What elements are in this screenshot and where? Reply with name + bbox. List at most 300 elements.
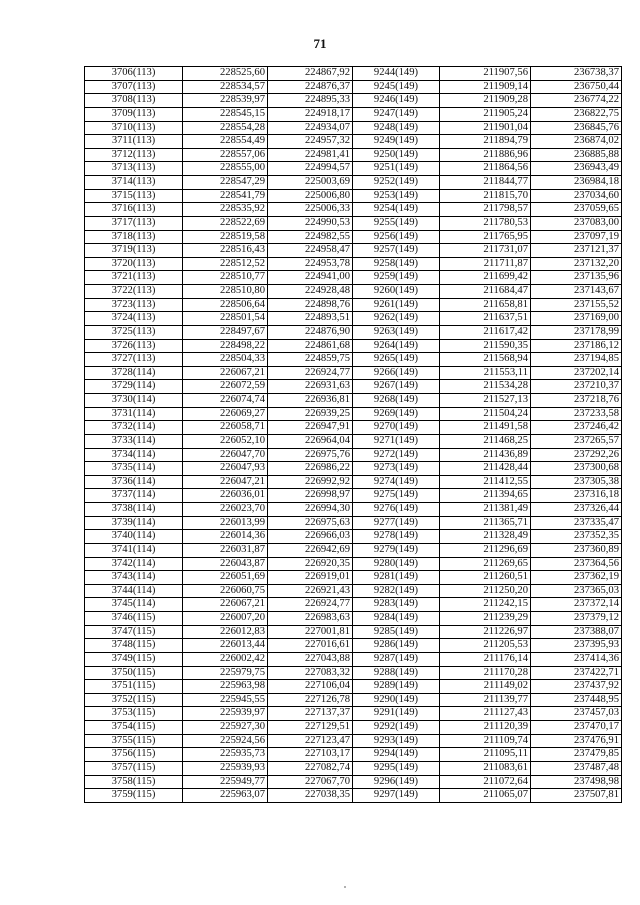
table-row [85, 516, 622, 530]
y-right-cell: 236874,02 [531, 135, 622, 149]
y-left-cell: 226964,04 [268, 434, 353, 448]
x-right-cell: 211894,79 [440, 135, 531, 149]
point-id-left-cell: 3718(113) [85, 230, 183, 244]
y-left-cell: 227082,74 [268, 761, 353, 775]
y-right-cell: 237292,26 [531, 448, 622, 462]
point-id-right-cell: 9260(149) [353, 285, 440, 299]
point-id-right-cell: 9264(149) [353, 339, 440, 353]
y-right-cell: 237210,37 [531, 380, 622, 394]
y-right-cell: 237121,37 [531, 244, 622, 258]
point-id-left-cell: 3731(114) [85, 407, 183, 421]
point-id-right-cell: 9269(149) [353, 407, 440, 421]
point-id-right-cell: 9278(149) [353, 530, 440, 544]
table-row [85, 434, 622, 448]
x-right-cell: 211534,28 [440, 380, 531, 394]
table-row [85, 789, 622, 803]
point-id-left-cell: 3739(114) [85, 516, 183, 530]
point-id-right-cell: 9286(149) [353, 639, 440, 653]
point-id-right-cell: 9279(149) [353, 543, 440, 557]
x-right-cell: 211909,28 [440, 94, 531, 108]
y-right-cell: 236738,37 [531, 67, 622, 81]
point-id-right-cell: 9275(149) [353, 489, 440, 503]
x-left-cell: 228539,97 [183, 94, 268, 108]
y-left-cell: 224918,17 [268, 107, 353, 121]
point-id-right-cell: 9267(149) [353, 380, 440, 394]
point-id-right-cell: 9271(149) [353, 434, 440, 448]
point-id-left-cell: 3753(115) [85, 707, 183, 721]
table-row [85, 162, 622, 176]
x-left-cell: 228525,60 [183, 67, 268, 81]
x-right-cell: 211120,39 [440, 721, 531, 735]
x-right-cell: 211170,28 [440, 666, 531, 680]
point-id-left-cell: 3717(113) [85, 216, 183, 230]
point-id-left-cell: 3714(113) [85, 176, 183, 190]
y-left-cell: 224928,48 [268, 285, 353, 299]
y-left-cell: 226920,35 [268, 557, 353, 571]
point-id-left-cell: 3746(115) [85, 612, 183, 626]
point-id-right-cell: 9295(149) [353, 761, 440, 775]
y-left-cell: 226942,69 [268, 543, 353, 557]
x-left-cell: 228554,28 [183, 121, 268, 135]
point-id-left-cell: 3721(113) [85, 271, 183, 285]
x-right-cell: 211711,87 [440, 257, 531, 271]
x-right-cell: 211731,07 [440, 244, 531, 258]
table-row [85, 557, 622, 571]
point-id-left-cell: 3707(113) [85, 80, 183, 94]
point-id-right-cell: 9257(149) [353, 244, 440, 258]
y-left-cell: 226975,76 [268, 448, 353, 462]
point-id-left-cell: 3709(113) [85, 107, 183, 121]
x-right-cell: 211149,02 [440, 680, 531, 694]
x-left-cell: 228541,79 [183, 189, 268, 203]
y-left-cell: 225003,69 [268, 176, 353, 190]
y-left-cell: 226921,43 [268, 584, 353, 598]
x-right-cell: 211176,14 [440, 652, 531, 666]
x-left-cell: 225935,73 [183, 748, 268, 762]
table-row [85, 775, 622, 789]
point-id-left-cell: 3733(114) [85, 434, 183, 448]
x-left-cell: 226012,83 [183, 625, 268, 639]
point-id-right-cell: 9276(149) [353, 503, 440, 517]
x-left-cell: 228501,54 [183, 312, 268, 326]
point-id-right-cell: 9290(149) [353, 693, 440, 707]
x-right-cell: 211815,70 [440, 189, 531, 203]
table-row [85, 94, 622, 108]
point-id-right-cell: 9285(149) [353, 625, 440, 639]
x-right-cell: 211590,35 [440, 339, 531, 353]
y-left-cell: 224953,78 [268, 257, 353, 271]
point-id-left-cell: 3727(113) [85, 353, 183, 367]
y-right-cell: 237135,96 [531, 271, 622, 285]
y-left-cell: 224990,53 [268, 216, 353, 230]
table-row [85, 639, 622, 653]
point-id-left-cell: 3742(114) [85, 557, 183, 571]
table-row [85, 380, 622, 394]
y-left-cell: 226975,63 [268, 516, 353, 530]
y-right-cell: 236885,88 [531, 148, 622, 162]
point-id-left-cell: 3740(114) [85, 530, 183, 544]
x-left-cell: 226074,74 [183, 394, 268, 408]
x-left-cell: 225939,93 [183, 761, 268, 775]
table-row [85, 121, 622, 135]
point-id-left-cell: 3732(114) [85, 421, 183, 435]
point-id-right-cell: 9287(149) [353, 652, 440, 666]
table-row [85, 475, 622, 489]
coordinates-table-body [85, 67, 622, 803]
x-left-cell: 226060,75 [183, 584, 268, 598]
y-right-cell: 237218,76 [531, 394, 622, 408]
y-left-cell: 224859,75 [268, 353, 353, 367]
table-row [85, 652, 622, 666]
point-id-left-cell: 3737(114) [85, 489, 183, 503]
y-right-cell: 237178,99 [531, 325, 622, 339]
x-right-cell: 211909,14 [440, 80, 531, 94]
x-left-cell: 228554,49 [183, 135, 268, 149]
x-right-cell: 211699,42 [440, 271, 531, 285]
point-id-left-cell: 3710(113) [85, 121, 183, 135]
x-left-cell: 226047,93 [183, 462, 268, 476]
y-left-cell: 226983,63 [268, 612, 353, 626]
point-id-left-cell: 3715(113) [85, 189, 183, 203]
y-left-cell: 226924,77 [268, 598, 353, 612]
point-id-right-cell: 9266(149) [353, 366, 440, 380]
table-row [85, 543, 622, 557]
x-left-cell: 226047,70 [183, 448, 268, 462]
x-right-cell: 211553,11 [440, 366, 531, 380]
point-id-left-cell: 3743(114) [85, 571, 183, 585]
y-left-cell: 224861,68 [268, 339, 353, 353]
point-id-right-cell: 9280(149) [353, 557, 440, 571]
x-right-cell: 211296,69 [440, 543, 531, 557]
point-id-left-cell: 3752(115) [85, 693, 183, 707]
x-right-cell: 211491,58 [440, 421, 531, 435]
y-left-cell: 226924,77 [268, 366, 353, 380]
point-id-right-cell: 9291(149) [353, 707, 440, 721]
x-left-cell: 226051,69 [183, 571, 268, 585]
point-id-left-cell: 3730(114) [85, 394, 183, 408]
y-right-cell: 237479,85 [531, 748, 622, 762]
y-left-cell: 224981,41 [268, 148, 353, 162]
point-id-left-cell: 3722(113) [85, 285, 183, 299]
x-right-cell: 211242,15 [440, 598, 531, 612]
point-id-right-cell: 9284(149) [353, 612, 440, 626]
table-row [85, 244, 622, 258]
point-id-left-cell: 3719(113) [85, 244, 183, 258]
point-id-right-cell: 9247(149) [353, 107, 440, 121]
point-id-right-cell: 9283(149) [353, 598, 440, 612]
point-id-left-cell: 3724(113) [85, 312, 183, 326]
x-right-cell: 211250,20 [440, 584, 531, 598]
x-right-cell: 211226,97 [440, 625, 531, 639]
x-left-cell: 226067,21 [183, 366, 268, 380]
y-right-cell: 237362,19 [531, 571, 622, 585]
x-left-cell: 228535,92 [183, 203, 268, 217]
point-id-right-cell: 9268(149) [353, 394, 440, 408]
point-id-left-cell: 3736(114) [85, 475, 183, 489]
point-id-right-cell: 9250(149) [353, 148, 440, 162]
x-right-cell: 211127,43 [440, 707, 531, 721]
y-left-cell: 227123,47 [268, 734, 353, 748]
table-row [85, 216, 622, 230]
y-right-cell: 237059,65 [531, 203, 622, 217]
point-id-left-cell: 3712(113) [85, 148, 183, 162]
point-id-left-cell: 3713(113) [85, 162, 183, 176]
x-left-cell: 228516,43 [183, 244, 268, 258]
table-row [85, 489, 622, 503]
y-right-cell: 237507,81 [531, 789, 622, 803]
table-row [85, 707, 622, 721]
y-right-cell: 237143,67 [531, 285, 622, 299]
x-right-cell: 211436,89 [440, 448, 531, 462]
x-left-cell: 225963,98 [183, 680, 268, 694]
y-left-cell: 224898,76 [268, 298, 353, 312]
table-row [85, 598, 622, 612]
table-row [85, 325, 622, 339]
x-left-cell: 225949,77 [183, 775, 268, 789]
x-left-cell: 228534,57 [183, 80, 268, 94]
x-right-cell: 211412,55 [440, 475, 531, 489]
y-right-cell: 237300,68 [531, 462, 622, 476]
y-left-cell: 227038,35 [268, 789, 353, 803]
y-right-cell: 237097,19 [531, 230, 622, 244]
point-id-right-cell: 9255(149) [353, 216, 440, 230]
x-left-cell: 226031,87 [183, 543, 268, 557]
x-right-cell: 211684,47 [440, 285, 531, 299]
x-left-cell: 225939,97 [183, 707, 268, 721]
x-left-cell: 226058,71 [183, 421, 268, 435]
point-id-left-cell: 3729(114) [85, 380, 183, 394]
x-right-cell: 211907,56 [440, 67, 531, 81]
y-right-cell: 237487,48 [531, 761, 622, 775]
y-right-cell: 237498,98 [531, 775, 622, 789]
y-left-cell: 226919,01 [268, 571, 353, 585]
x-left-cell: 228519,58 [183, 230, 268, 244]
table-row [85, 734, 622, 748]
y-right-cell: 237395,93 [531, 639, 622, 653]
y-right-cell: 236845,76 [531, 121, 622, 135]
y-left-cell: 227106,04 [268, 680, 353, 694]
point-id-left-cell: 3755(115) [85, 734, 183, 748]
x-left-cell: 228545,15 [183, 107, 268, 121]
point-id-left-cell: 3716(113) [85, 203, 183, 217]
table-row [85, 503, 622, 517]
y-right-cell: 237360,89 [531, 543, 622, 557]
y-left-cell: 226947,91 [268, 421, 353, 435]
point-id-right-cell: 9272(149) [353, 448, 440, 462]
point-id-right-cell: 9296(149) [353, 775, 440, 789]
x-left-cell: 226072,59 [183, 380, 268, 394]
x-right-cell: 211205,53 [440, 639, 531, 653]
x-right-cell: 211864,56 [440, 162, 531, 176]
table-row [85, 189, 622, 203]
x-right-cell: 211328,49 [440, 530, 531, 544]
x-left-cell: 228557,06 [183, 148, 268, 162]
y-left-cell: 224934,07 [268, 121, 353, 135]
x-left-cell: 228498,22 [183, 339, 268, 353]
y-right-cell: 237194,85 [531, 353, 622, 367]
x-left-cell: 226043,87 [183, 557, 268, 571]
y-left-cell: 224876,37 [268, 80, 353, 94]
point-id-right-cell: 9261(149) [353, 298, 440, 312]
x-left-cell: 226052,10 [183, 434, 268, 448]
x-right-cell: 211905,24 [440, 107, 531, 121]
table-row [85, 257, 622, 271]
x-right-cell: 211365,71 [440, 516, 531, 530]
x-right-cell: 211765,95 [440, 230, 531, 244]
y-right-cell: 237448,95 [531, 693, 622, 707]
point-id-right-cell: 9249(149) [353, 135, 440, 149]
point-id-right-cell: 9274(149) [353, 475, 440, 489]
y-right-cell: 237335,47 [531, 516, 622, 530]
point-id-left-cell: 3711(113) [85, 135, 183, 149]
y-right-cell: 237305,38 [531, 475, 622, 489]
table-row [85, 693, 622, 707]
y-right-cell: 236774,22 [531, 94, 622, 108]
y-left-cell: 226992,92 [268, 475, 353, 489]
x-right-cell: 211269,65 [440, 557, 531, 571]
point-id-left-cell: 3758(115) [85, 775, 183, 789]
table-row [85, 394, 622, 408]
x-right-cell: 211617,42 [440, 325, 531, 339]
table-row [85, 176, 622, 190]
point-id-right-cell: 9293(149) [353, 734, 440, 748]
point-id-left-cell: 3708(113) [85, 94, 183, 108]
point-id-right-cell: 9282(149) [353, 584, 440, 598]
point-id-left-cell: 3756(115) [85, 748, 183, 762]
point-id-left-cell: 3723(113) [85, 298, 183, 312]
y-right-cell: 237233,58 [531, 407, 622, 421]
point-id-right-cell: 9292(149) [353, 721, 440, 735]
y-left-cell: 225006,33 [268, 203, 353, 217]
page-number: 71 [313, 36, 327, 51]
y-right-cell: 236750,44 [531, 80, 622, 94]
y-left-cell: 226939,25 [268, 407, 353, 421]
x-right-cell: 211260,51 [440, 571, 531, 585]
y-right-cell: 237132,20 [531, 257, 622, 271]
table-row [85, 203, 622, 217]
point-id-left-cell: 3759(115) [85, 789, 183, 803]
point-id-right-cell: 9248(149) [353, 121, 440, 135]
y-left-cell: 224895,33 [268, 94, 353, 108]
point-id-right-cell: 9265(149) [353, 353, 440, 367]
y-right-cell: 236822,75 [531, 107, 622, 121]
point-id-left-cell: 3750(115) [85, 666, 183, 680]
y-left-cell: 227129,51 [268, 721, 353, 735]
point-id-left-cell: 3748(115) [85, 639, 183, 653]
x-right-cell: 211504,24 [440, 407, 531, 421]
point-id-right-cell: 9253(149) [353, 189, 440, 203]
point-id-right-cell: 9254(149) [353, 203, 440, 217]
x-left-cell: 225979,75 [183, 666, 268, 680]
table-row [85, 748, 622, 762]
x-right-cell: 211658,81 [440, 298, 531, 312]
x-right-cell: 211527,13 [440, 394, 531, 408]
table-row [85, 271, 622, 285]
point-id-right-cell: 9270(149) [353, 421, 440, 435]
y-left-cell: 224893,51 [268, 312, 353, 326]
y-left-cell: 224941,00 [268, 271, 353, 285]
y-left-cell: 227126,78 [268, 693, 353, 707]
point-id-left-cell: 3741(114) [85, 543, 183, 557]
y-left-cell: 226966,03 [268, 530, 353, 544]
y-left-cell: 227016,61 [268, 639, 353, 653]
y-left-cell: 224994,57 [268, 162, 353, 176]
x-right-cell: 211428,44 [440, 462, 531, 476]
point-id-right-cell: 9297(149) [353, 789, 440, 803]
point-id-right-cell: 9256(149) [353, 230, 440, 244]
x-left-cell: 226023,70 [183, 503, 268, 517]
point-id-left-cell: 3751(115) [85, 680, 183, 694]
x-left-cell: 226007,20 [183, 612, 268, 626]
y-right-cell: 237155,52 [531, 298, 622, 312]
x-right-cell: 211568,94 [440, 353, 531, 367]
point-id-left-cell: 3745(114) [85, 598, 183, 612]
y-right-cell: 237186,12 [531, 339, 622, 353]
table-row [85, 339, 622, 353]
coordinates-table [84, 66, 622, 803]
y-right-cell: 237202,14 [531, 366, 622, 380]
x-left-cell: 228522,69 [183, 216, 268, 230]
point-id-left-cell: 3757(115) [85, 761, 183, 775]
table-row [85, 584, 622, 598]
table-row [85, 135, 622, 149]
table-row [85, 571, 622, 585]
x-right-cell: 211886,96 [440, 148, 531, 162]
point-id-right-cell: 9251(149) [353, 162, 440, 176]
x-left-cell: 228555,00 [183, 162, 268, 176]
y-left-cell: 227067,70 [268, 775, 353, 789]
y-left-cell: 227043,88 [268, 652, 353, 666]
point-id-left-cell: 3728(114) [85, 366, 183, 380]
point-id-right-cell: 9246(149) [353, 94, 440, 108]
point-id-left-cell: 3735(114) [85, 462, 183, 476]
y-right-cell: 237352,35 [531, 530, 622, 544]
y-right-cell: 237372,14 [531, 598, 622, 612]
point-id-right-cell: 9273(149) [353, 462, 440, 476]
point-id-left-cell: 3726(113) [85, 339, 183, 353]
point-id-right-cell: 9289(149) [353, 680, 440, 694]
table-row [85, 761, 622, 775]
y-right-cell: 237034,60 [531, 189, 622, 203]
x-left-cell: 226014,36 [183, 530, 268, 544]
x-left-cell: 225927,30 [183, 721, 268, 735]
y-right-cell: 237388,07 [531, 625, 622, 639]
point-id-left-cell: 3706(113) [85, 67, 183, 81]
y-right-cell: 236943,49 [531, 162, 622, 176]
x-right-cell: 211780,53 [440, 216, 531, 230]
x-left-cell: 228547,29 [183, 176, 268, 190]
y-left-cell: 225006,80 [268, 189, 353, 203]
table-row [85, 67, 622, 81]
table-row [85, 407, 622, 421]
table-row [85, 448, 622, 462]
scan-artifact-dot [344, 886, 346, 888]
point-id-right-cell: 9277(149) [353, 516, 440, 530]
x-left-cell: 225945,55 [183, 693, 268, 707]
table-row [85, 625, 622, 639]
point-id-right-cell: 9263(149) [353, 325, 440, 339]
table-row [85, 312, 622, 326]
point-id-left-cell: 3749(115) [85, 652, 183, 666]
point-id-left-cell: 3738(114) [85, 503, 183, 517]
table-row [85, 285, 622, 299]
y-right-cell: 237379,12 [531, 612, 622, 626]
point-id-left-cell: 3734(114) [85, 448, 183, 462]
x-right-cell: 211095,11 [440, 748, 531, 762]
table-row [85, 462, 622, 476]
x-left-cell: 228510,80 [183, 285, 268, 299]
table-row [85, 366, 622, 380]
